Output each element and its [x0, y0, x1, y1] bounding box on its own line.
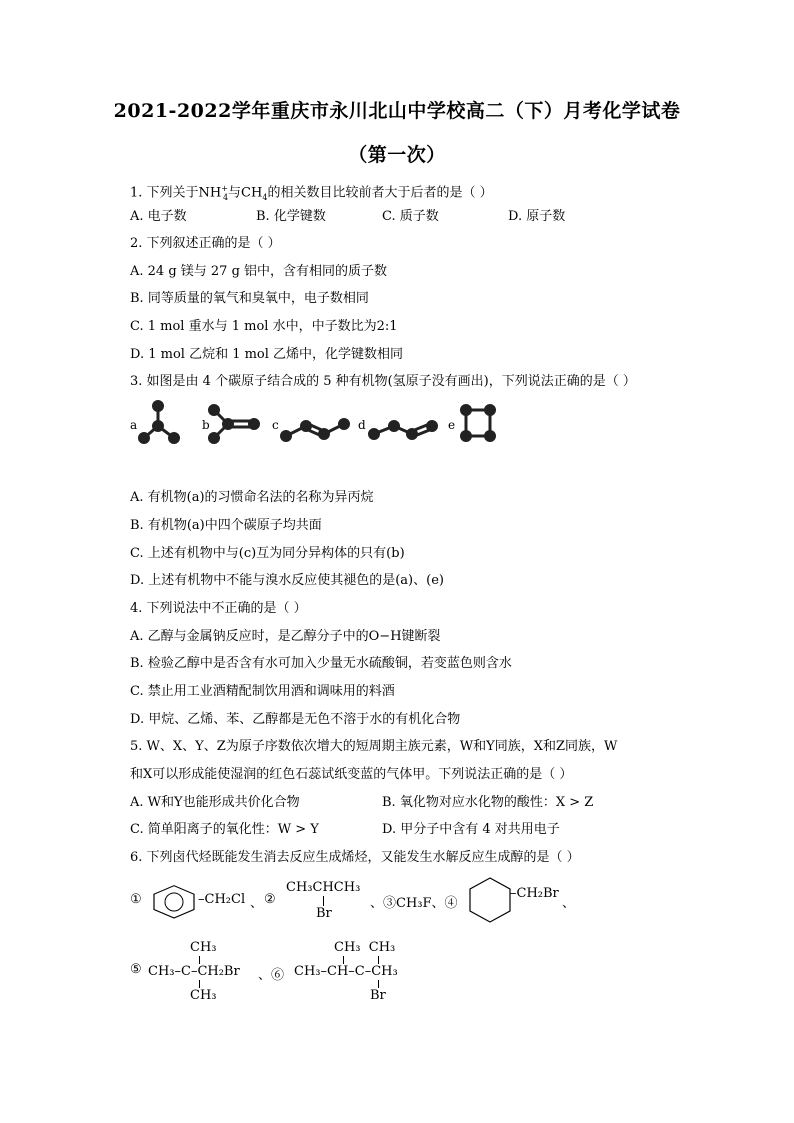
q5-option-a: A. W和Y也能形成共价化合物 — [130, 795, 300, 810]
q6-item2-br: Br — [316, 906, 332, 921]
q4-option-b: B. 检验乙醇中是否含有水可加入少量无水硫酸铜，若变蓝色则含水 — [130, 656, 512, 671]
q4-stem: 4. 下列说法中不正确的是（ ） — [130, 601, 307, 616]
molecule-label-c: c — [272, 418, 279, 432]
q5-stem-line2: 和X可以形成能使湿润的红色石蕊试纸变蓝的气体甲。下列说法正确的是（ ） — [130, 767, 573, 782]
q6-item5-top: CH₃ — [190, 940, 217, 955]
q6-item6-top: CH₃ CH₃ — [334, 940, 396, 955]
q6-item2-number: ② — [264, 892, 276, 907]
q3-option-a: A. 有机物(a)的习惯命名法的名称为异丙烷 — [130, 490, 374, 505]
benzene-ring-icon — [148, 884, 200, 920]
q5-option-c: C. 简单阳离子的氧化性：W > Y — [130, 822, 319, 837]
q6-item6-number: 、⑥ — [258, 968, 285, 983]
q6-item6-bond-top2 — [378, 956, 379, 964]
q5-option-b: B. 氧化物对应水化物的酸性：X > Z — [382, 795, 594, 810]
q6-item1-separator: 、 — [250, 896, 264, 911]
q6-item5-bot: CH₃ — [190, 988, 217, 1003]
molecule-label-d: d — [358, 418, 366, 432]
q2-option-b: B. 同等质量的氧气和臭氧中，电子数相同 — [130, 291, 369, 306]
q6-item5-number: ⑤ — [130, 962, 142, 977]
q1-option-c: C. 质子数 — [382, 209, 439, 224]
q2-option-d: D. 1 mol 乙烷和 1 mol 乙烯中，化学键数相同 — [130, 347, 404, 362]
exam-title-line2: （第一次） — [348, 144, 446, 166]
q6-item2-top: CH₃CHCH₃ — [286, 880, 361, 895]
q3-option-d: D. 上述有机物中不能与溴水反应使其褪色的是(a)、(e) — [130, 573, 444, 588]
q6-item4-separator: 、 — [562, 896, 576, 911]
q6-item6-mid: CH₃–CH–C–CH₃ — [294, 964, 398, 979]
q6-item6-br: Br — [370, 988, 386, 1003]
q1-stem-sup: + — [221, 184, 228, 193]
molecule-figures — [130, 398, 510, 448]
molecule-b — [210, 406, 259, 443]
q5-stem-line1: 5. W、X、Y、Z为原子序数依次增大的短周期主族元素，W和Y同族，X和Z同族，W — [130, 739, 618, 754]
q4-option-c: C. 禁止用工业酒精配制饮用酒和调味用的料酒 — [130, 684, 395, 699]
q1-option-a: A. 电子数 — [130, 209, 187, 224]
molecule-a — [140, 402, 179, 443]
q3-stem: 3. 如图是由 4 个碳原子结合成的 5 种有机物(氢原子没有画出)，下列说法正确的是（ ） — [130, 374, 636, 389]
q1-stem-part-c: 的相关数目比较前者大于后者的是（ ） — [267, 185, 493, 201]
q1-stem-part-b: 与CH — [228, 185, 263, 201]
q6-item1-group: –CH₂Cl — [198, 892, 246, 907]
molecule-e — [462, 406, 495, 441]
molecule-label-a: a — [130, 418, 138, 432]
molecule-c — [282, 420, 349, 441]
q6-item5-bond-top — [199, 956, 200, 964]
q6-item4-group: –CH₂Br — [510, 886, 559, 901]
q5-option-d: D. 甲分子中含有 4 对共用电子 — [382, 822, 560, 837]
molecule-label-b: b — [202, 418, 210, 432]
q1-option-d: D. 原子数 — [508, 209, 566, 224]
q6-item3: 、③CH₃F、④ — [370, 896, 458, 911]
q6-stem: 6. 下列卤代烃既能发生消去反应生成烯烃，又能发生水解反应生成醇的是（ ） — [130, 850, 580, 865]
q3-option-b: B. 有机物(a)中四个碳原子均共面 — [130, 518, 322, 533]
q1-stem — [130, 180, 493, 207]
q2-option-a: A. 24 g 镁与 27 g 铝中，含有相同的质子数 — [130, 264, 388, 279]
q4-option-a: A. 乙醇与金属钠反应时，是乙醇分子中的O−H键断裂 — [130, 629, 441, 644]
q6-item5-mid: CH₃–C–CH₂Br — [148, 964, 240, 979]
q6-item1-number: ① — [130, 892, 142, 907]
q1-stem-sub: 4 — [222, 192, 229, 202]
q1-stem-sub2: 4 — [262, 192, 268, 202]
q6-item5-bond-bottom — [199, 980, 200, 988]
q6-item2-bond — [323, 896, 324, 906]
molecule-d — [370, 422, 437, 439]
q1-option-b: B. 化学键数 — [256, 209, 326, 224]
q6-item6-bond-top1 — [343, 956, 344, 964]
q3-option-c: C. 上述有机物中与(c)互为同分异构体的只有(b) — [130, 546, 405, 561]
q2-option-c: C. 1 mol 重水与 1 mol 水中，中子数比为2:1 — [130, 319, 398, 334]
q6-item6-bond-bottom — [378, 980, 379, 988]
q2-stem: 2. 下列叙述正确的是（ ） — [130, 236, 281, 251]
q4-option-d: D. 甲烷、乙烯、苯、乙醇都是无色不溶于水的有机化合物 — [130, 712, 461, 727]
q1-stem-part-a: 1. 下列关于NH — [130, 185, 222, 201]
molecule-label-e: e — [448, 418, 456, 432]
cyclohexane-ring-icon — [466, 876, 516, 924]
exam-title-line1: 2021-2022学年重庆市永川北山中学校高二（下）月考化学试卷 — [113, 100, 681, 122]
